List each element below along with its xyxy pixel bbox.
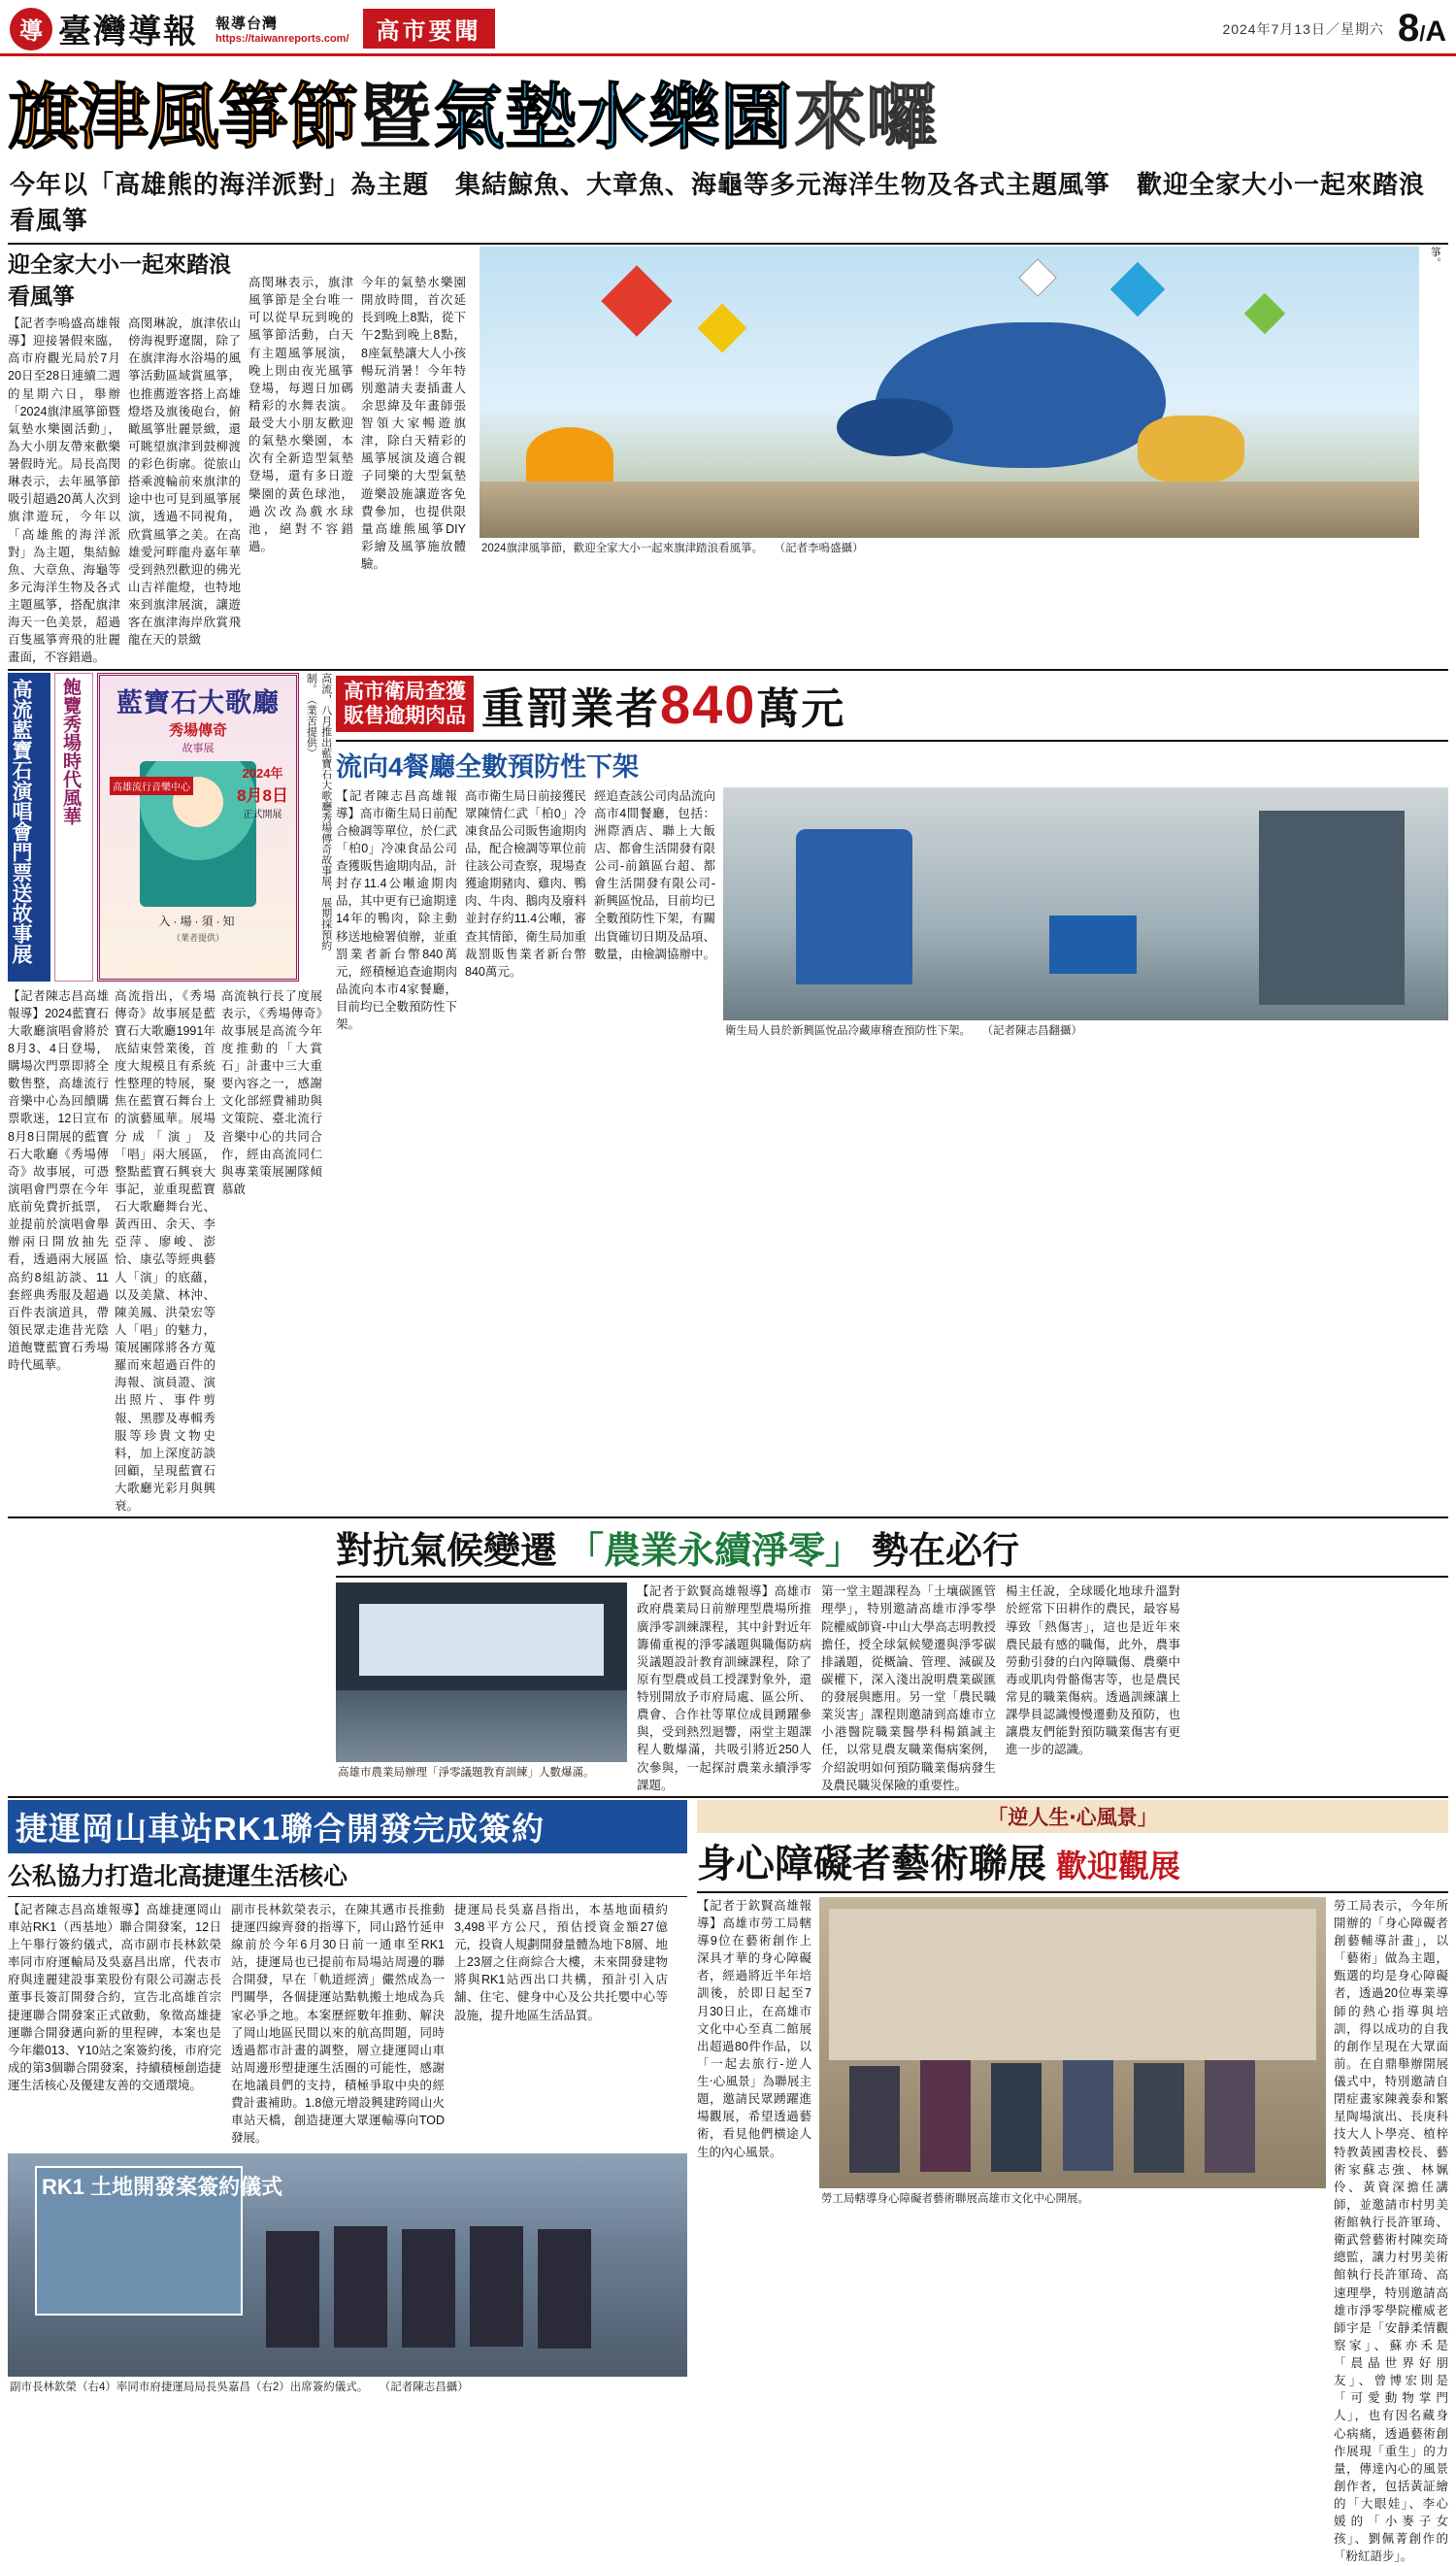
poster-foot-left: 入·場·須·知 [158,914,238,928]
concert-ad-block [8,672,332,1516]
green-kite-icon [1244,293,1285,334]
diamond-kite-icon [601,265,673,337]
masthead-tagline: 報導台灣 [215,16,279,32]
page-number [1398,7,1446,50]
meat-label [336,676,474,732]
lead-section [0,247,1456,667]
masthead-meta [215,13,349,45]
art-paragraph-1: 【記者于欽賢高雄報導】高雄市勞工局轄導9位在藝術創作上深具才華的身心障礙者，經過將近半年培訓後，於即日起至7月30日止，在高雄市文化中心至真二館展出超過80件作品，以「一起去旅行-逆人生‧心風景」為聯展主題，邀請民眾踴躍進場觀展，希望透過藝術，看見他們横途人生的內心風景。 [697,1898,811,2159]
meat-headline-row [336,673,1448,742]
climate-headline-part3: 勢在必行 [872,1531,1020,1573]
art-headline-main: 身心障礙者藝術聯展 [697,1842,1046,1885]
person-1 [266,2231,319,2348]
person-5 [538,2229,591,2349]
meat-paragraph-2: 高市衛生局日前接獲民眾陳情仁武「柏0」冷凍食品公司販售逾期肉品，配合檢調等單位前往該公司查察，現場查獲逾期豬肉、雞肉、鴨肉、牛肉、鵝肉及廢料並封存約11.4公噸，審查其情節，衛生局加重裁罰販售業者新台幣840萬元。 [465,788,587,979]
meat-headline-number: 840 [660,673,757,735]
art-headline-red: 歡迎觀展 [1056,1848,1181,1883]
photo-board-label: RK1 土地開發案簽約儀式 [42,2174,283,2199]
poster-title: 藍寶石大歌廳 [116,687,280,717]
turtle-kite-icon [1138,416,1244,483]
middle-band [0,673,1456,1516]
bottom-band [0,1800,1456,2566]
page-number-value: 8 [1397,7,1420,50]
art-person-5 [1134,2063,1184,2173]
masthead-url[interactable]: https://taiwanreports.com/ [215,33,349,45]
climate-paragraph-2: 第一堂主題課程為「土壤碳匯管理學」，特別邀請高雄市淨零學院權威師資-中山大學高志明教授擔任，授全球氣候變遷與淨零碳排議題，從概論、管理、減碳及碳權下，深入淺出說明農業碳匯的發展與應用。另一堂「農民職業災害」課程則邀請到高雄市立小港醫院職業醫學科楊鎮誠主任，以常見農友職業傷病案例，介紹說明如何預防職業傷病發生及農民職災保險的重要性。 [821,1584,996,1792]
person-4 [470,2226,523,2347]
lead-vertical-caption [1427,247,1448,528]
climate-photo-block [336,1583,627,1783]
climate-paragraph-1: 【記者于欽賢高雄報導】高雄市政府農業局日前辦理型農場所推廣淨零訓練課程，其中針對近年籌備重視的淨零議題與職傷防病災議題設計教育訓練課程，除了原有型農或員工授課對象外，還特別開放予市府局處、區公所、農會、合作社等單位成員踴躍參與，受到熱烈迴響，兩堂主題課程人數爆滿，共吸引將近250人次參與，一起探討農業永續淨零課題。 [637,1584,811,1792]
ad-poster [97,673,299,982]
logo-mark-icon: 導 [10,8,52,50]
white-kite-icon [1019,258,1058,297]
climate-story-block [328,1520,1456,1794]
lead-paragraph-3: 高閔琳表示，旗津風箏節是全台唯一可以從早玩到晚的風箏節活動，白天有主題風箏展演，晚上則由夜光風箏登場，每週日加碼精彩的水舞表演。最受大小朋友歡迎的氣墊水樂園，本次有全新造型氣墊登場，還有多日遊樂園的黃色球池，過次改為戲水球池，絕對不容錯過。 [248,276,353,553]
beach-ground [480,482,1419,538]
poster-date-day: 8月8日 [237,785,288,805]
lead-paragraph-1: 【記者李嗚盛高雄報導】迎接暑假來臨，高市府觀光局於7月20日至28日連續二週的星期六日，舉辦「2024旗津風箏節暨氣墊水樂園活動」，為大小朋友帶來歡樂暑假時光。局長高閔琳表示，去年風箏節吸引超過20萬人次到旗津遊玩，今年以「高雄熊的海洋派對」為主題，集結鯨魚、大章魚、海龜等多元海洋生物及各式主題風箏，搭配旗津海天一色美景，超過百隻風箏齊飛的壯麗畫面，不容錯過。 [8,317,120,665]
meat-story-block [336,673,1448,1042]
mrt-subhead: 公私協力打造北高捷運生活核心 [8,1853,687,1897]
art-photo-block [819,1897,1326,2210]
art-photo-caption: 勞工局轄導身心障礙者藝術聯展高雄市文化中心開展。 [821,2192,1089,2205]
lead-paragraph-2: 高閔琳說，旗津依山傍海視野遼闊，除了在旗津海水浴場的風箏活動區域賞風箏，也推薦遊客搭上高雄燈塔及旗後砲台，俯瞰風箏壯麗景緻，還可眺望旗津到鼓柳渡的彩色街廓。從旅山搭乘渡輪前來旗津的途中也可見到風箏展演，透過不同視角，欣賞風箏之美。在高雄愛河畔龍舟嘉年華受到熱烈歡迎的佛光山吉祥龍燈，也特地來到旗津展演，讓遊客在旗津海岸欣賞飛龍在天的景緻 [128,317,241,648]
ad-body-3: 高流執行長了度展表示，《秀場傳奇》故事展是高流今年度推動的「大賞石」計畫中三大重要內容之一，感謝文化部經費補助與文策院、臺北流行音樂中心的共同合作，經由高流同仁與專業策展團隊傾慕啟 [221,988,322,1196]
mrt-paragraph-1: 【記者陳志昌高雄報導】高雄捷運岡山車站RK1（西基地）聯合開發案，12日上午舉行簽約儀式，高市副市長林欽榮率同市府運輸局及吳嘉昌出席，代表市府與達麗建設事業股份有限公司謝志長董事長簽訂開發合約，宣告北高雄首宗捷運聯合開發案正式啟動，象徵高雄捷運聯合開發邁向新的里程碑，本案也是今年繼013、Y10站之案簽約後，市府完成的第3個聯合開發案，持續積極創造捷運生活核心及優建友善的交通環境。 [8,1902,221,2092]
inspection-photo [723,787,1448,1020]
ad-note-text: 高流，八月推出藍寶石大歌廳秀場傳奇故事展，展期採預約制。 （業苦提供） [305,672,332,950]
lead-paragraph-4: 今年的氣墊水樂園開放時間，首次延長到晚上8點，從下午2點到晚上8點，8座氣墊讓大人小孩暢玩消暑！今年特別邀請夫妻插畫人余思緯及年畫師張智領大家暢遊旗津，除白天精彩的風箏展演及適合親子同樂的大型氣墊遊樂設施讓遊客免費參加，也提供限量高雄熊風箏DIY彩繪及風箏施放體驗。 [361,276,466,571]
ad-side-title [8,673,50,982]
divider-3 [8,1516,1448,1518]
gallery-wall [829,1909,1315,2060]
yellow-kite-icon [698,304,747,353]
person-2 [334,2226,387,2348]
art-headline [697,1833,1448,1893]
projection-screen [359,1604,604,1676]
masthead [0,0,1456,56]
meat-photo-block [723,787,1448,1042]
ad-body-1: 【記者陳志昌高雄報導】2024藍寶石大歌廳演唱會將於8月3、4日登場，購場次門票即將全數售整，高雄流行音樂中心為回饋購票歌迷，12日宣布8月8日開展的藍寶石大歌廳《秀場傳奇》故事展，可憑演唱會門票在今年底前免費折抵票，並提前於演唱會舉辦兩日開放抽先看，透過兩大展區高約8組訪談、11套經典秀服及超過百件表演道具，帶領民眾走進昔光陰道飽覽藍寶石秀場時代風華。 [8,988,109,1373]
climate-photo-caption: 高雄市農業局辦理「淨零議題教育訓練」人數爆滿。 [338,1767,595,1780]
headline-part-4: 來囉 [794,79,938,158]
lead-subhead-cont: 迎全家大小一起來踏浪看風箏 [8,251,231,309]
section-title: 高市要聞 [363,9,495,49]
kite-festival-photo [480,247,1419,538]
page-letter: A [1425,16,1446,48]
mrt-photo-caption: 副市長林欽榮（右4）率同市府捷運局局長吳嘉昌（右2）出席簽約儀式。 （記者陳志昌攝） [10,2381,469,2393]
ad-vertical-left [54,673,93,982]
person-3 [402,2229,455,2348]
ad-vertical-left-text: 飽覽秀場時代風華 [60,677,81,825]
ad-body-2: 高流指出，《秀場傳奇》故事展是藍寶石大歌廳1991年底結束營業後，首度大規模且有系統性整理的特展，聚焦在藍寶石舞台上的演藝風華。展場分成「演」及「唱」兩大展區，整點藍寶石興衰大事記，並重現藍寶石大歌廳舞台光、黃西田、余天、李亞萍、廖峻、澎恰、康弘等經典藝人「演」的底蘊，以及美黛、林沖、陳美鳳、洪榮宏等人「唱」的魅力，策展團隊將各方蒐羅而來超過百件的海報、演員證、演出照片、事件剪報、黑膠及專輯秀服等珍貴文物史料，加上深度訪談回顧，呈現藍寶石大歌廳光彩月與興衰。 [115,988,215,1514]
lead-col-1 [8,247,241,667]
poster-sub: 秀場傳奇 [168,721,227,739]
divider [8,243,1448,245]
art-person-2 [920,2060,971,2172]
blue-kite-icon [1110,262,1166,317]
mrt-photo-block [8,2153,687,2398]
climate-headline-part2: 「農業永續淨零」 [567,1531,863,1573]
mrt-banner: 捷運岡山車站RK1聯合開發完成簽約 [8,1800,687,1853]
lead-vertical-text: 箏。 [1429,247,1441,268]
headline-part-1: 旗津風箏節 [8,79,357,158]
meat-paragraph-3: 經追查該公司肉品流向高市4間餐廳，包括：洲際酒店、聯上大飯店、都會生活開發有限公司-前鎮區台超、都會生活開發有限公司-新興區悅品，目前均已全數預防性下架，有關出貨確切日期及品項、數量，由檢調協辦中。 [594,788,716,961]
art-paragraph-2: 勞工局表示，今年所開辦的「身心障礙者創藝輔導計畫」，以「藝術」做為主題，甄選的均是身心障礙者，透過20位專業導師的熱心指導與培訓，得以成功的自我的創作呈現在大眾面前。在自鼎舉辦開展儀式中，特別邀請自閉症畫家陳義泰和繁星陶場演出、長庚科技大人卜學亮、植梓特教黃國書校長、藝術家蘇志強、林姵伶、黃資深擔任講師，並邀請市村男美術館執行長許軍琦、衛武營藝術村陳奕琦總監，讓力村男美術館執行長許軍琦、高速理學，特別邀請高雄市淨零學院權威老師宇是「安靜柔情觀察家」、蘇亦禾是「晨晶世界好朋友」、曾博宏則是「可愛動物掌門人」，也有因名藏身心病痛，透過藝術創作展現「重生」的力量，傳達內心的風景創作者，包括黃証繪的「大眼娃」、李心媛的「小麥子女孩」、劉佩菁創作的「粉紅語步」。 [1334,1898,1448,2564]
art-person-1 [849,2066,900,2173]
ad-note-col [303,672,332,982]
meat-headline [481,673,845,736]
meat-headline-pre: 重罰業者 [481,684,660,733]
poster-date [237,763,288,820]
climate-training-photo [336,1583,627,1762]
meat-paragraph-1: 【記者陳志昌高雄報導】高市衛生局日前配合檢調等單位，於仁武「柏0」冷凍食品公司查獲販售逾期肉品，計封存11.4公噸逾期肉品，其中更有已逾期達14年的鴨肉，除主動移送地檢署偵辦，並重罰業者新台幣840萬元，經積極追查逾期肉品流向本市4家餐廳，目前均已全數預防性下架。 [336,788,458,1032]
meat-label-line1: 高市衛局查獲 [344,680,466,703]
art-exhibition-photo [819,1897,1326,2188]
meat-subhead: 流向4餐廳全數預防性下架 [336,751,640,782]
poster-sub2: 故事展 [182,742,215,754]
art-eyebrow: 「逆人生‧心風景」 [697,1800,1448,1833]
poster-date-year: 2024年 [242,765,283,781]
octopus-kite-icon [526,427,613,485]
mrt-paragraph-3: 捷運局長吳嘉昌指出，本基地面積約3,498平方公尺，預估授資金額27億元，投資人規劃開發量體為地下8層、地上23層之住商綜合大樓，未來開發建物將與RK1站西出口共構，預計引入店舖、住宅、健身中心及公共托嬰中心等設施，提升地區生活品質。 [454,1902,668,2022]
climate-headline-part1: 對抗氣候變遷 [336,1531,558,1573]
art-person-4 [1063,2060,1113,2171]
lead-photo-block [480,247,1419,559]
signing-ceremony-photo [8,2153,687,2377]
fridge-shelf [1259,811,1405,1005]
logo-text: 臺灣導報 [58,15,198,50]
ad-side-title-text: 高流藍寶石演唱會門票送故事展 [10,678,33,964]
art-person-3 [991,2063,1042,2172]
climate-headline [336,1520,1448,1578]
art-person-6 [1205,2060,1255,2173]
meat-label-line2: 販售逾期肉品 [344,705,466,727]
divider-4 [8,1796,1448,1798]
whale-fin-icon [837,398,953,456]
headline-part-3: 氣墊水樂園 [433,79,792,158]
poster-venue: 高雄流行音樂中心 [110,777,193,795]
climate-paragraph-3: 楊主任說，全球暖化地球升溫對於經常下田耕作的農民，最容易導致「熱傷害」，這也是近年來農民最有感的職傷，此外，農事勞動引發的白內障職傷、農藥中毒或肌肉骨骼傷害等，也是農民常見的職業傷病。透過訓練讓上課學員認識慢慢遷動及預防，也讓農友們能對預防職業傷害有更進一步的認識。 [1006,1584,1180,1757]
lead-subhead: 今年以「高雄熊的海洋派對」為主題 集結鯨魚、大章魚、海龜等多元海洋生物及各式主題風箏 歡迎全家大小一起來踏浪看風箏 [10,170,1426,235]
poster-open: 正式開展 [243,809,282,820]
meat-headline-post: 萬元 [756,684,846,733]
headline-part-2: 暨 [359,79,431,158]
inspector-figure [796,829,912,984]
lead-photo-caption: 2024旗津風箏節，歡迎全家大小一起來旗津踏浪看風箏。 （記者李嗚盛攝） [481,543,864,554]
lead-col-2 [248,247,472,573]
logo [10,5,198,52]
art-story-block [697,1800,1448,2566]
issue-date: 2024年7月13日／星期六 [1222,20,1384,37]
lead-headline [0,56,1456,163]
page-slash: / [1419,21,1426,46]
divider-2 [8,669,1448,671]
mrt-story-block [8,1800,687,2398]
poster-credit: （業者提供） [171,932,224,943]
crate-icon [1049,916,1137,974]
meat-photo-caption: 衛生局人員於新興區悅品冷藏庫稽查預防性下架。 （記者陳志昌翻攝） [725,1024,1082,1037]
mrt-paragraph-2: 副市長林欽榮表示，在陳其邁市長推動捷運四線齊發的指導下，同山路竹延申線前於今年6月30日前一通車至RK1站，捷運局也已提前布局場站周邊的聯合開發，早在「軌道經濟」儼然成為一門關學，各個捷運站點軌搬土地成為兵家必爭之地。本案歷經數年推動、解決了岡山地區民間以來的航高問題，同時透過都市計畫的調整，層立捷運岡山車站周邊形塑捷運生活圈的可能性，感謝在地議員們的支持，積極爭取中央的經費計畫補助。1.8億元增設興建跨岡山火車站天橋，創造捷運大眾運輸導向TOD發展。 [231,1902,445,2146]
